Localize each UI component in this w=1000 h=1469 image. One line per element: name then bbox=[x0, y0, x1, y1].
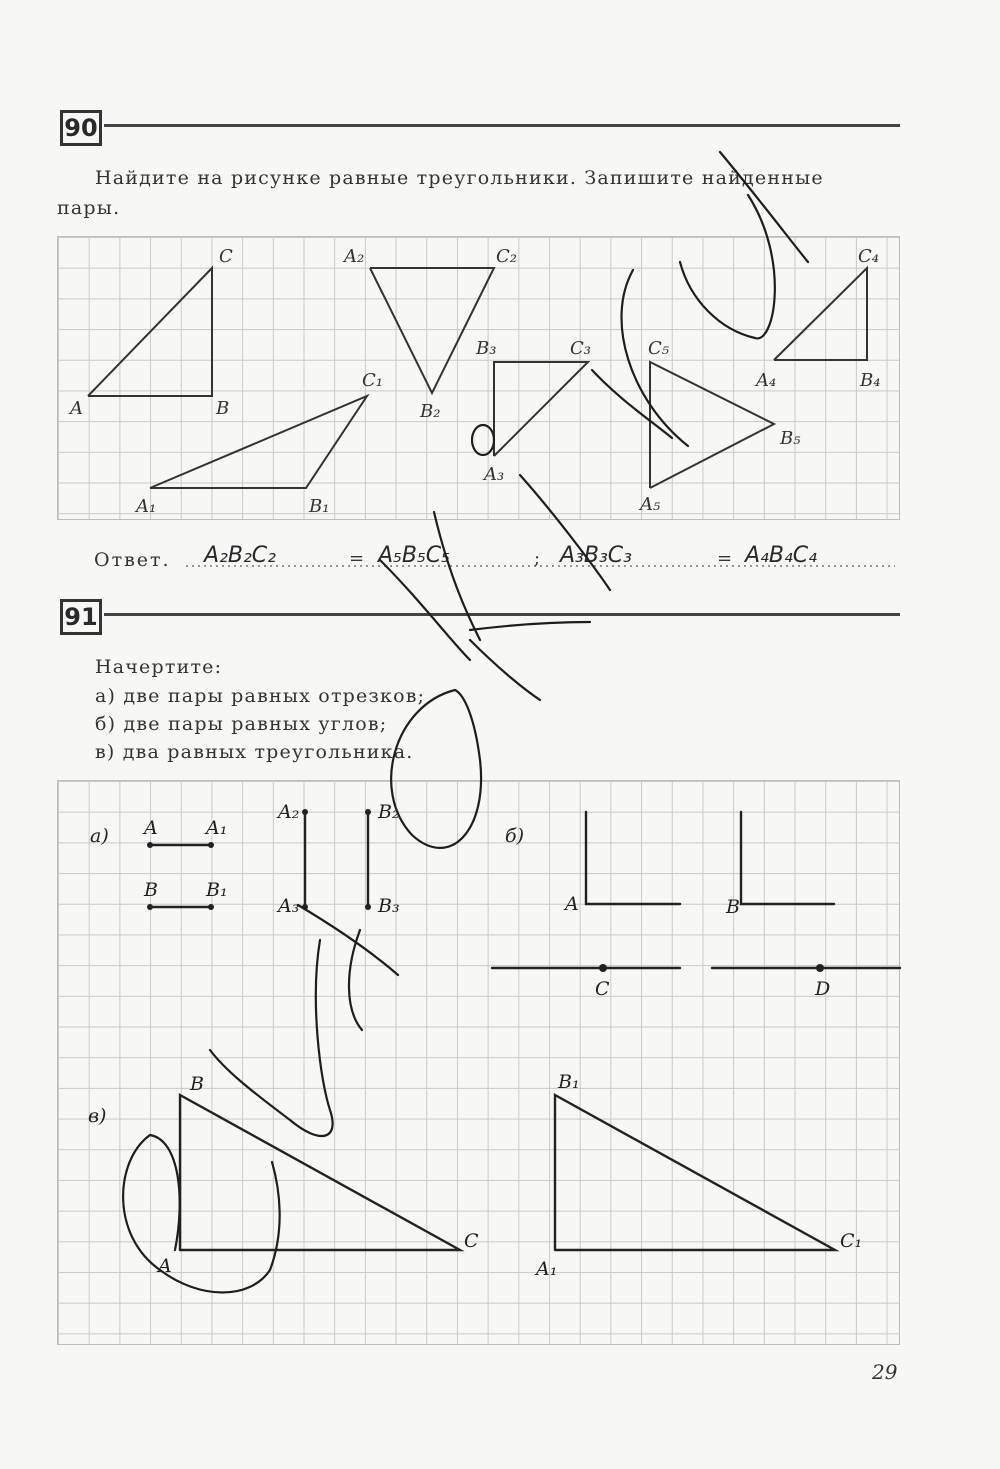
task-90-text-line1: Найдите на рисунке равные треугольники. Запишите найденные bbox=[95, 167, 824, 189]
label-hw-b1: B₁ bbox=[206, 879, 228, 901]
answer-equals-2: = bbox=[717, 548, 733, 569]
page-number: 29 bbox=[872, 1360, 898, 1384]
label-hw-b: B bbox=[144, 879, 158, 901]
label-a1: A₁ bbox=[136, 496, 157, 517]
label-b: B bbox=[216, 398, 230, 419]
label-c2: C₂ bbox=[496, 246, 517, 267]
label-a3: A₃ bbox=[484, 464, 505, 485]
label-b1: B₁ bbox=[309, 496, 330, 517]
answer-pair2-left: A₃B₃C₃ bbox=[560, 543, 632, 568]
answer-label: Ответ. bbox=[94, 549, 171, 571]
scribble-stroke-9 bbox=[470, 640, 540, 700]
scribble-stroke-2 bbox=[680, 195, 775, 338]
label-part-c: в) bbox=[88, 1105, 107, 1127]
scribble-stroke-8 bbox=[520, 475, 610, 590]
label-hw-b3: B₃ bbox=[378, 895, 400, 917]
label-b4: B₄ bbox=[860, 370, 881, 391]
label-b5: B₅ bbox=[780, 428, 801, 449]
label-tri-c: C bbox=[464, 1230, 479, 1252]
label-point-d: D bbox=[815, 978, 831, 1000]
task-90-number: 90 bbox=[60, 110, 102, 146]
label-c: C bbox=[219, 246, 233, 267]
scribble-stroke-11 bbox=[210, 940, 333, 1136]
answer-equals-1: = bbox=[349, 548, 365, 569]
label-a5: A₅ bbox=[640, 494, 661, 515]
label-angle-b: B bbox=[726, 896, 740, 918]
label-a4: A₄ bbox=[756, 370, 777, 391]
label-tri-a1: A₁ bbox=[536, 1258, 558, 1280]
label-part-a: а) bbox=[90, 825, 109, 847]
task-91-item-b: б) две пары равных углов; bbox=[95, 713, 388, 735]
label-angle-a: A bbox=[565, 893, 579, 915]
scribble-stroke-7 bbox=[470, 622, 590, 630]
scribble-stroke-5 bbox=[434, 512, 480, 640]
label-a: A bbox=[70, 398, 83, 419]
task-91-intro: Начертите: bbox=[95, 656, 223, 678]
label-part-b: б) bbox=[505, 825, 525, 847]
label-a2: A₂ bbox=[344, 246, 365, 267]
label-point-c: C bbox=[595, 978, 610, 1000]
answer-pair1-left: A₂B₂C₂ bbox=[204, 543, 276, 568]
label-c1: C₁ bbox=[362, 370, 383, 391]
scribble-stroke-1 bbox=[720, 152, 808, 262]
scribble-stroke-10 bbox=[298, 905, 398, 975]
label-hw-a1: A₁ bbox=[206, 817, 228, 839]
label-hw-b2: B₂ bbox=[378, 801, 400, 823]
scribble-stroke-3 bbox=[622, 270, 688, 446]
label-hw-a2: A₂ bbox=[278, 801, 300, 823]
scribble-loop-2 bbox=[123, 1135, 280, 1293]
label-tri-a: A bbox=[158, 1255, 172, 1277]
task-91-item-c: в) два равных треугольника. bbox=[95, 741, 414, 763]
label-hw-a3: A₃ bbox=[278, 895, 300, 917]
answer-pair2-right: A₄B₄C₄ bbox=[745, 543, 817, 568]
label-tri-b1: B₁ bbox=[558, 1071, 580, 1093]
label-c3: C₃ bbox=[570, 338, 591, 359]
scribble-stroke-4 bbox=[592, 370, 672, 438]
scribble-stroke-6 bbox=[380, 560, 470, 660]
answer-separator: ; bbox=[534, 548, 541, 569]
scribble-circle bbox=[472, 425, 494, 455]
task-91-item-a: а) две пары равных отрезков; bbox=[95, 685, 426, 707]
label-c4: C₄ bbox=[858, 246, 879, 267]
scribble-loop-1 bbox=[391, 690, 481, 848]
label-tri-c1: C₁ bbox=[840, 1230, 863, 1252]
label-b2: B₂ bbox=[420, 401, 441, 422]
task-91-number: 91 bbox=[60, 599, 102, 635]
task-90-text-line2: пары. bbox=[57, 197, 121, 219]
answer-pair1-right: A₅B₅C₅ bbox=[378, 543, 450, 568]
label-c5: C₅ bbox=[648, 338, 669, 359]
label-hw-a: A bbox=[144, 817, 158, 839]
label-tri-b: B bbox=[190, 1073, 204, 1095]
scribble-stroke-13 bbox=[150, 1135, 180, 1250]
label-b3: B₃ bbox=[476, 338, 497, 359]
